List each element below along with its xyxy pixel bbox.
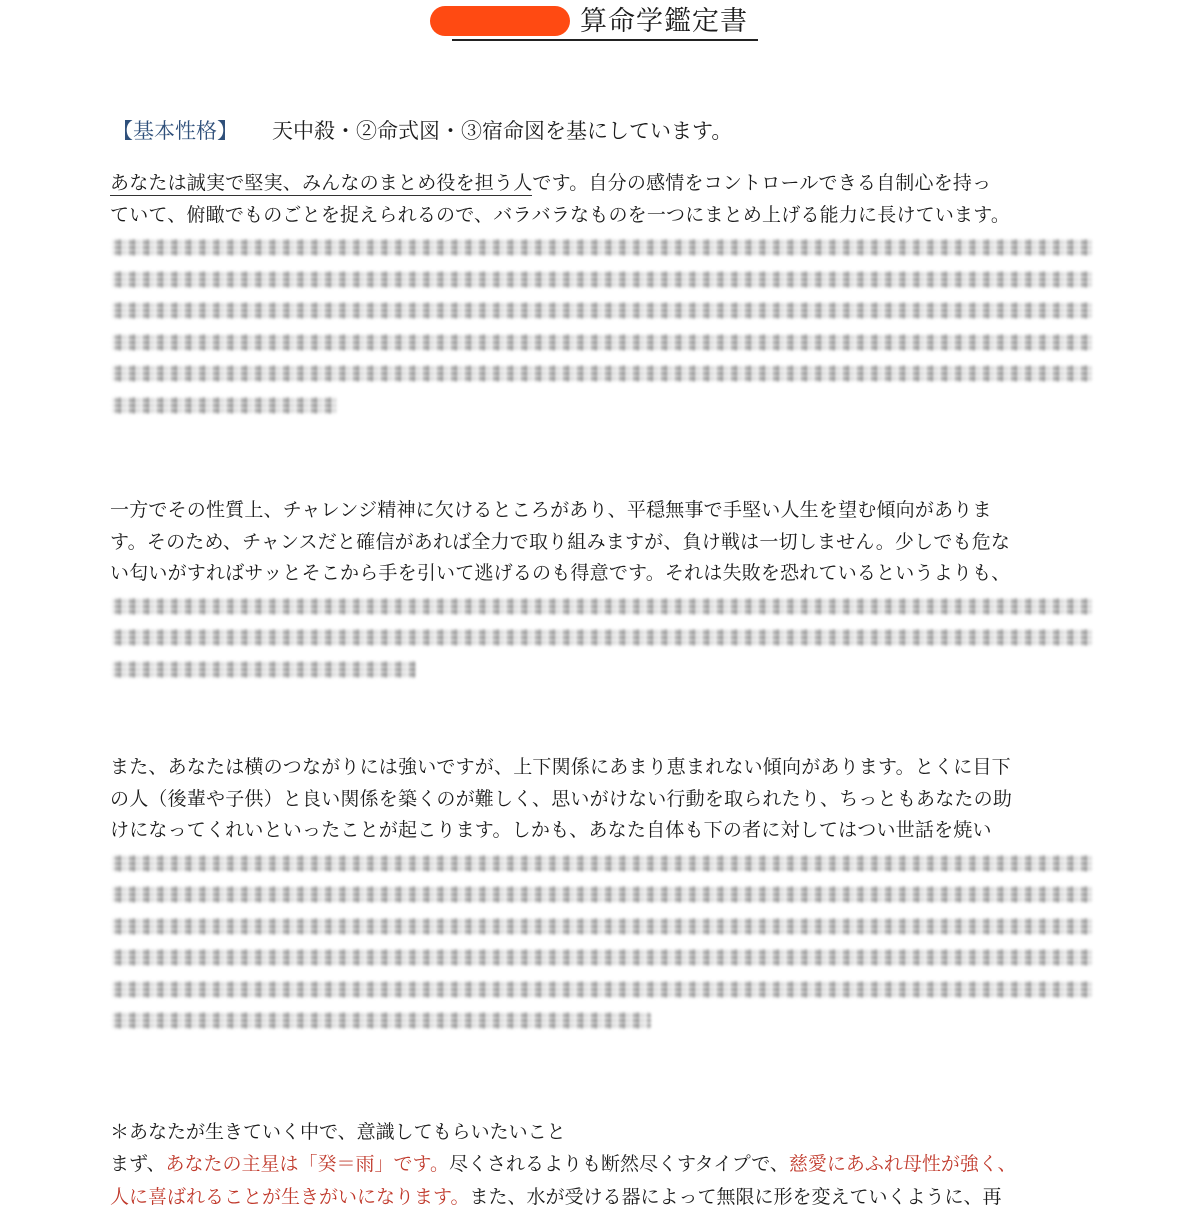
blurred-text-mark — [112, 918, 1092, 935]
blurred-text-mark — [112, 855, 1092, 872]
text-line: また、あなたは横のつながりには強いですが、上下関係にあまり恵まれない傾向があります。とくに目下 — [110, 756, 1011, 778]
blurred-text-mark — [112, 397, 337, 414]
blurred-text-line — [110, 973, 1095, 1005]
text-fragment: まず、 — [110, 1152, 166, 1175]
blurred-text-line — [110, 389, 1095, 421]
cut-off-line — [110, 1182, 1002, 1214]
text-fragment: です。自分の感情をコントロールできる自制心を持っ — [532, 172, 992, 194]
title-underline — [452, 39, 758, 41]
document-header — [430, 2, 760, 42]
section-label: 【基本性格】 — [112, 119, 238, 143]
blurred-text-line — [110, 878, 1095, 910]
blurred-text-line — [110, 231, 1095, 263]
blurred-text-mark — [112, 239, 1092, 256]
advice-section — [110, 1117, 1017, 1180]
blurred-text-block — [110, 231, 1095, 420]
text-line — [110, 1149, 1017, 1181]
blurred-text-line — [110, 621, 1095, 653]
blurred-text-line — [110, 1004, 1095, 1036]
blurred-text-mark — [112, 302, 1092, 319]
paragraph-tendency — [110, 495, 1095, 684]
blurred-text-line — [110, 910, 1095, 942]
blurred-text-line — [110, 653, 1095, 685]
text-line: ていて、俯瞰でものごとを捉えられるので、バラバラなものを一つにまとめ上げる能力に長けています。 — [110, 203, 1011, 226]
blurred-text-block — [110, 847, 1095, 1036]
paragraph-relationships — [110, 752, 1095, 1036]
section-heading — [112, 115, 732, 147]
blurred-text-mark — [112, 949, 1092, 966]
emphasis-text: あなたの主星は「癸＝雨」です。 — [165, 1152, 449, 1175]
blurred-text-mark — [112, 629, 1092, 646]
blurred-text-block — [110, 590, 1095, 685]
emphasis-text: 人に喜ばれることが生きがいになります。 — [110, 1186, 470, 1208]
blurred-text-line — [110, 590, 1095, 622]
document-title: 算命学鑑定書 — [580, 6, 748, 37]
text-fragment: 尽くされるよりも断然尽くすタイプで、 — [448, 1152, 789, 1175]
blurred-text-line — [110, 941, 1095, 973]
blurred-text-mark — [112, 334, 1092, 351]
underlined-phrase: あなたは誠実で堅実、みんなのまとめ役を担う人 — [110, 172, 533, 194]
blurred-text-mark — [112, 661, 416, 678]
blurred-text-mark — [112, 1012, 651, 1029]
blurred-text-mark — [112, 365, 1092, 382]
text-fragment: また、水が受ける器によって無限に形を変えていくように、再 — [469, 1186, 1002, 1208]
blurred-text-mark — [112, 271, 1092, 288]
text-line: の人（後輩や子供）と良い関係を築くのが難しく、思いがけない行動を取られたり、ちっともあなたの助 — [110, 787, 1013, 810]
blurred-text-mark — [112, 886, 1092, 903]
blurred-text-line — [110, 847, 1095, 879]
text-line: 一方でその性質上、チャレンジ精神に欠けるところがあり、平穏無事で手堅い人生を望む傾向がありま — [110, 499, 992, 521]
redacted-name-mark — [430, 6, 570, 36]
blurred-text-mark — [112, 598, 1092, 615]
blurred-text-line — [110, 357, 1095, 389]
blurred-text-line — [110, 326, 1095, 358]
blurred-text-line — [110, 263, 1095, 295]
advice-heading: ＊あなたが生きていく中で、意識してもらいたいこと — [110, 1121, 566, 1143]
blurred-text-mark — [112, 981, 1092, 998]
blurred-text-line — [110, 294, 1095, 326]
text-line — [110, 168, 1095, 200]
section-subtitle: 天中殺・②命式図・③宿命図を基にしています。 — [272, 119, 733, 143]
paragraph-basic-personality — [110, 168, 1095, 420]
text-line: い匂いがすればサッとそこから手を引いて逃げるのも得意です。それは失敗を恐れているというよりも、 — [110, 562, 1011, 584]
emphasis-text: 慈愛にあふれ母性が強く、 — [788, 1152, 1017, 1175]
text-line: す。そのため、チャンスだと確信があれば全力で取り組みますが、負け戦は一切しません。少しでも危な — [110, 530, 1011, 553]
text-line: けになってくれいといったことが起こります。しかも、あなた自体も下の者に対してはつい世話を焼い — [110, 819, 992, 841]
